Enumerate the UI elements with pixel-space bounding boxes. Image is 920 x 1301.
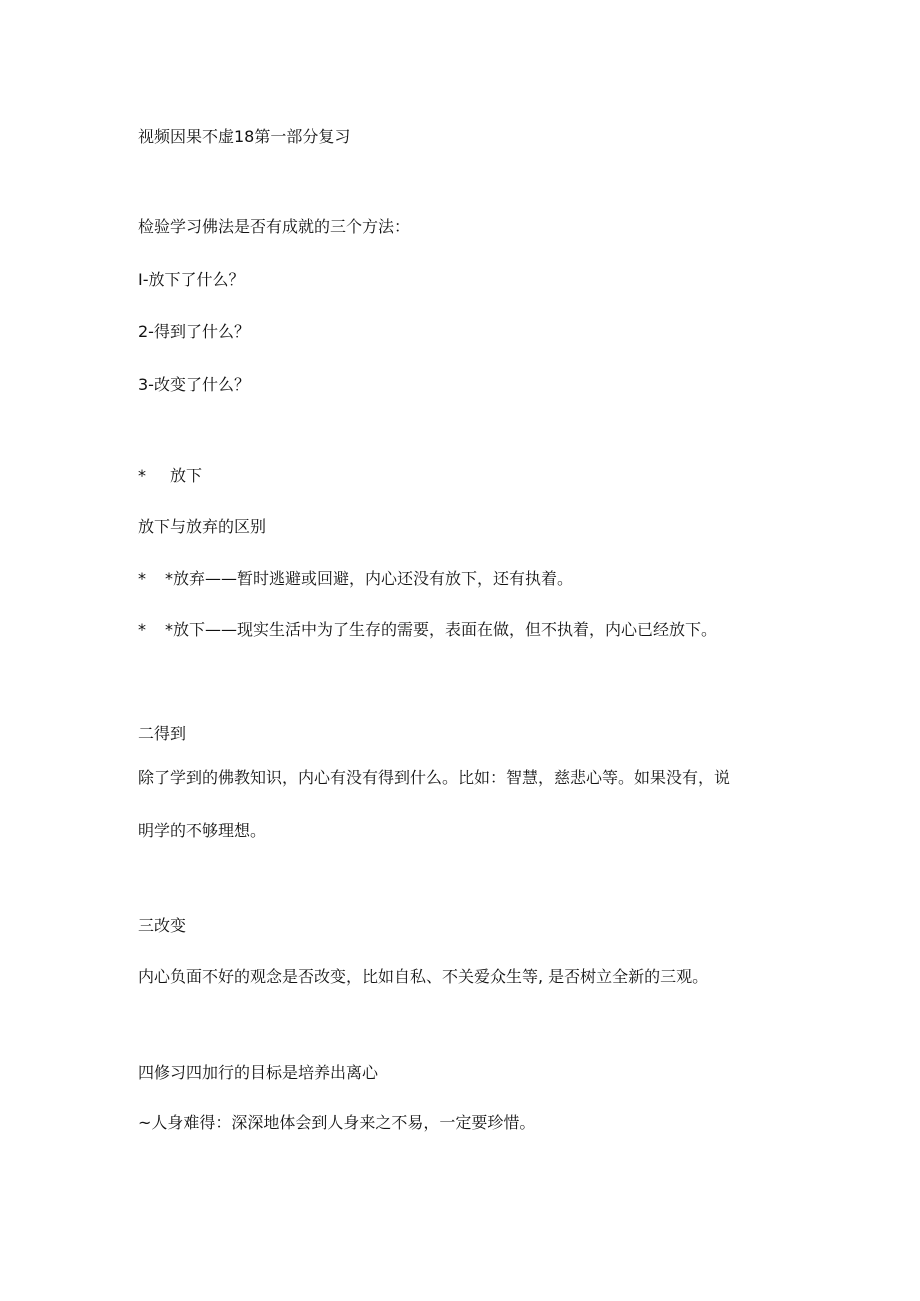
- section2-heading: 二得到: [138, 724, 187, 743]
- section2-paragraph-line1: 除了学到的佛教知识，内心有没有得到什么。比如：智慧，慈悲心等。如果没有，说: [138, 768, 731, 787]
- bullet-marker: *: [138, 466, 146, 485]
- section3-paragraph: 内心负面不好的观念是否改变，比如自私、不关爱众生等, 是否树立全新的三观。: [138, 967, 709, 986]
- section2-paragraph-line2: 明学的不够理想。: [138, 821, 267, 840]
- method-item-2: 2-得到了什么？: [138, 322, 250, 341]
- bullet-marker: *: [138, 569, 146, 588]
- document-title: 视频因果不虚18第一部分复习: [138, 127, 351, 146]
- section3-heading: 三改变: [138, 916, 187, 935]
- intro-text: 检验学习佛法是否有成就的三个方法：: [138, 217, 411, 236]
- section1-item-1: [138, 569, 573, 589]
- section1-item-2: [138, 620, 717, 640]
- section4-heading: 四修习四加行的目标是培养出离心: [138, 1063, 379, 1082]
- section1-heading: 放下: [170, 466, 203, 485]
- section1-item-1-text: *放弃——暂时逃避或回避，内心还没有放下，还有执着。: [165, 569, 574, 588]
- method-item-3: 3-改变了什么？: [138, 375, 250, 394]
- method-item-1: I-放下了什么？: [138, 270, 245, 289]
- bullet-marker: *: [138, 620, 146, 639]
- section4-item: ~人身难得：深深地体会到人身来之不易，一定要珍惜。: [138, 1113, 536, 1132]
- section1-subheading: 放下与放弃的区别: [138, 517, 267, 536]
- section1-heading-row: [138, 466, 202, 486]
- section1-item-2-text: *放下——现实生活中为了生存的需要，表面在做，但不执着，内心已经放下。: [165, 620, 718, 639]
